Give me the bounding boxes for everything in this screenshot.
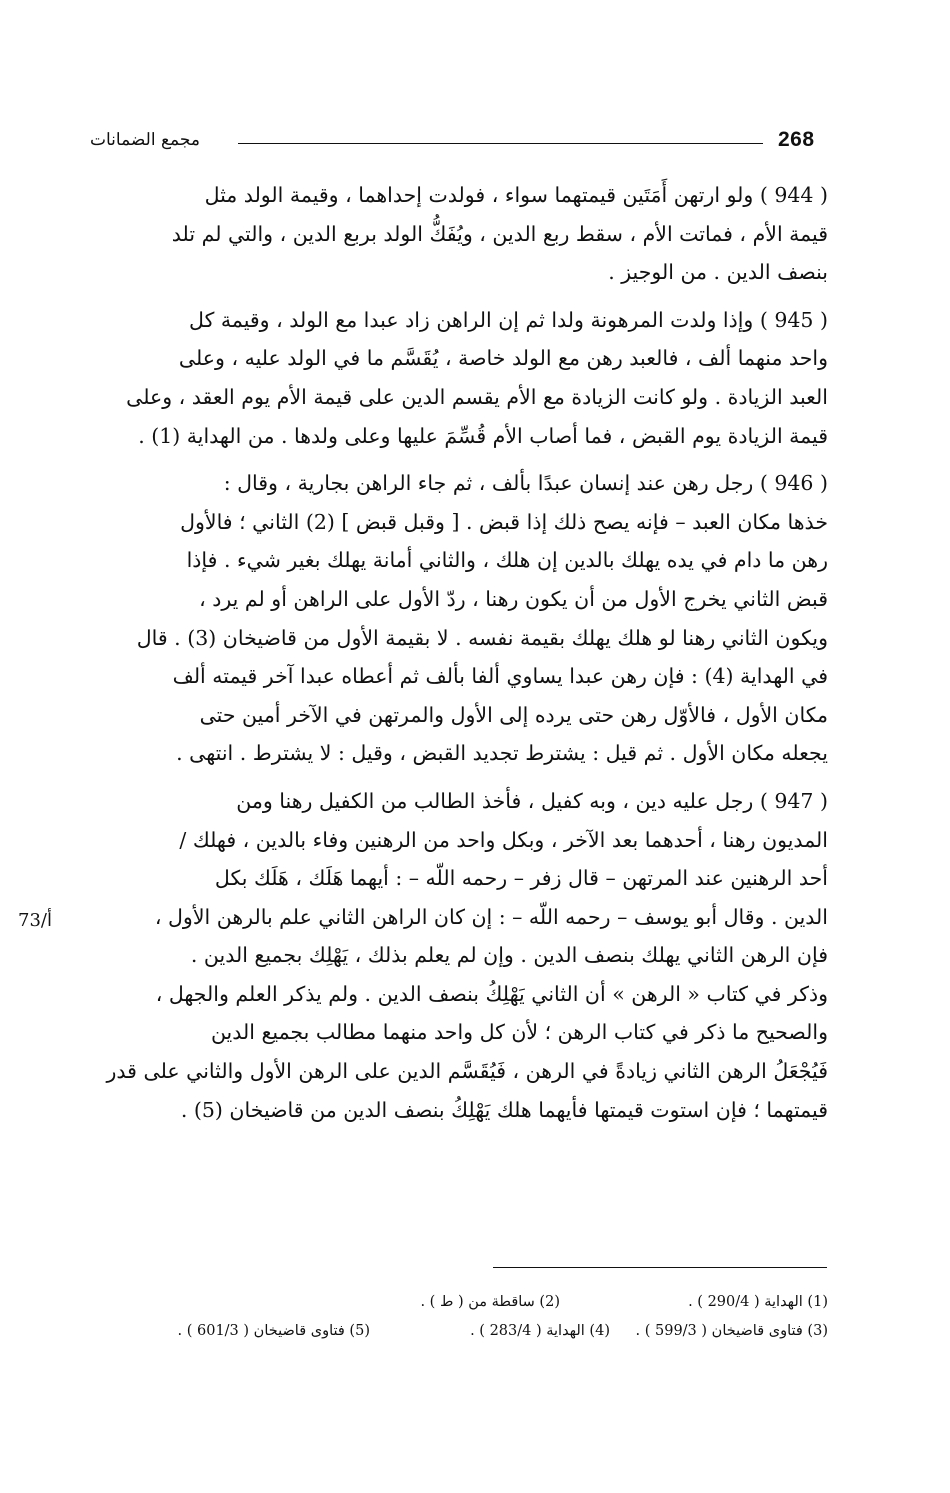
text-line: العبد الزيادة . ولو كانت الزيادة مع الأم يقسم الدين على قيمة الأم يوم العقد ، وعلى	[126, 384, 828, 409]
footnote-5: (5) فتاوى قاضيخان ( 601/3 ) .	[177, 1323, 370, 1339]
main-text	[100, 176, 828, 1138]
text-line: رهن ما دام في يده يهلك بالدين إن هلك ، والثاني أمانة يهلك بغير شيء . فإذا	[186, 548, 828, 573]
footnotes	[96, 1294, 828, 1352]
text-line: الدين . وقال أبو يوسف – رحمه اللّه – : إن كان الراهن الثاني علم بالرهن الأول ،	[154, 904, 828, 929]
entry-946	[100, 464, 828, 773]
footnote-3: (3) فتاوى قاضيخان ( 599/3 ) .	[635, 1323, 828, 1339]
text-line: واحد منهما ألف ، فالعبد رهن مع الولد خاصة ، يُقَسَّم ما في الولد عليه ، وعلى	[178, 346, 828, 371]
margin-folio-reference: 73/أ	[18, 910, 52, 931]
text-line: قيمة الأم ، فماتت الأم ، سقط ربع الدين ، ويُفَكُّ الولد بربع الدين ، والتي لم تلد	[171, 221, 828, 246]
header-rule	[238, 143, 763, 144]
text-line: قيمتهما ؛ فإن استوت قيمتها فأيهما هلك يَهْلِكُ بنصف الدين من قاضيخان (5) .	[180, 1097, 828, 1122]
text-line: المديون رهنا ، أحدهما بعد الآخر ، وبكل واحد من الرهنين وفاء بالدين ، فهلك /	[179, 827, 828, 852]
text-line: ( 947 ) رجل عليه دين ، وبه كفيل ، فأخذ الطالب من الكفيل رهنا ومن	[236, 788, 828, 813]
footnote-row	[96, 1323, 828, 1339]
footnote-4: (4) الهداية ( 283/4 ) .	[470, 1323, 610, 1339]
text-line: قبض الثاني يخرج الأول من أن يكون رهنا ، ردّ الأول على الراهن أو لم يرد ،	[199, 586, 828, 611]
text-line: بنصف الدين . من الوجيز .	[608, 260, 828, 285]
text-line: ( 945 ) وإذا ولدت المرهونة ولدا ثم إن الراهن زاد عبدا مع الولد ، وقيمة كل	[189, 307, 828, 332]
entry-945	[100, 301, 828, 455]
text-line: ( 944 ) ولو ارتهن أَمَتَين قيمتهما سواء ، فولدت إحداهما ، وقيمة الولد مثل	[204, 183, 828, 207]
text-line: في الهداية (4) : فإن رهن عبدا يساوي ألفا بألف ثم أعطاه عبدا آخر قيمته ألف	[172, 664, 828, 689]
text-line: قيمة الزيادة يوم القبض ، فما أصاب الأم قُسِّمَ عليها وعلى ولدها . من الهداية (1) .	[138, 423, 828, 448]
text-line: مكان الأول ، فالأوّل رهن حتى يرده إلى الأول والمرتهن في الآخر أمين حتى	[199, 702, 828, 727]
footnote-1: (1) الهداية ( 290/4 ) .	[688, 1294, 828, 1310]
entry-944	[100, 176, 828, 292]
book-title: مجمع الضمانات	[90, 130, 200, 150]
footnote-rule	[493, 1267, 827, 1268]
page-number: 268	[778, 128, 815, 151]
text-line: والصحيح ما ذكر في كتاب الرهن ؛ لأن كل واحد منهما مطالب بجميع الدين	[210, 1020, 828, 1045]
text-line: يجعله مكان الأول . ثم قيل : يشترط تجديد القبض ، وقيل : لا يشترط . انتهى .	[176, 741, 828, 766]
footnote-row	[96, 1294, 828, 1310]
page-header	[90, 128, 828, 162]
footnote-2: (2) ساقطة من ( ط ) .	[420, 1294, 560, 1310]
text-line: وذكر في كتاب « الرهن » أن الثاني يَهْلِكُ بنصف الدين . ولم يذكر العلم والجهل ،	[155, 981, 828, 1006]
text-line: ويكون الثاني رهنا لو هلك يهلك بقيمة نفسه . لا بقيمة الأول من قاضيخان (3) . قال	[136, 625, 828, 650]
text-line: فَيُجْعَلُ الرهن الثاني زيادةً في الرهن ، فَيُقَسَّم الدين على الرهن الأول والثاني على قدر	[106, 1059, 828, 1084]
entry-947	[100, 782, 828, 1129]
text-line: ( 946 ) رجل رهن عند إنسان عبدًا بألف ، ثم جاء الراهن بجارية ، وقال :	[223, 471, 828, 496]
text-line: أحد الرهنين عند المرتهن – قال زفر – رحمه اللّه – : أيهما هَلَك ، هَلَك بكل	[214, 866, 828, 891]
text-line: فإن الرهن الثاني يهلك بنصف الدين . وإن لم يعلم بذلك ، يَهْلِك بجميع الدين .	[190, 943, 828, 968]
text-line: خذها مكان العبد – فإنه يصح ذلك إذا قبض . [ وقبل قبض ] (2) الثاني ؛ فالأول	[180, 509, 828, 534]
